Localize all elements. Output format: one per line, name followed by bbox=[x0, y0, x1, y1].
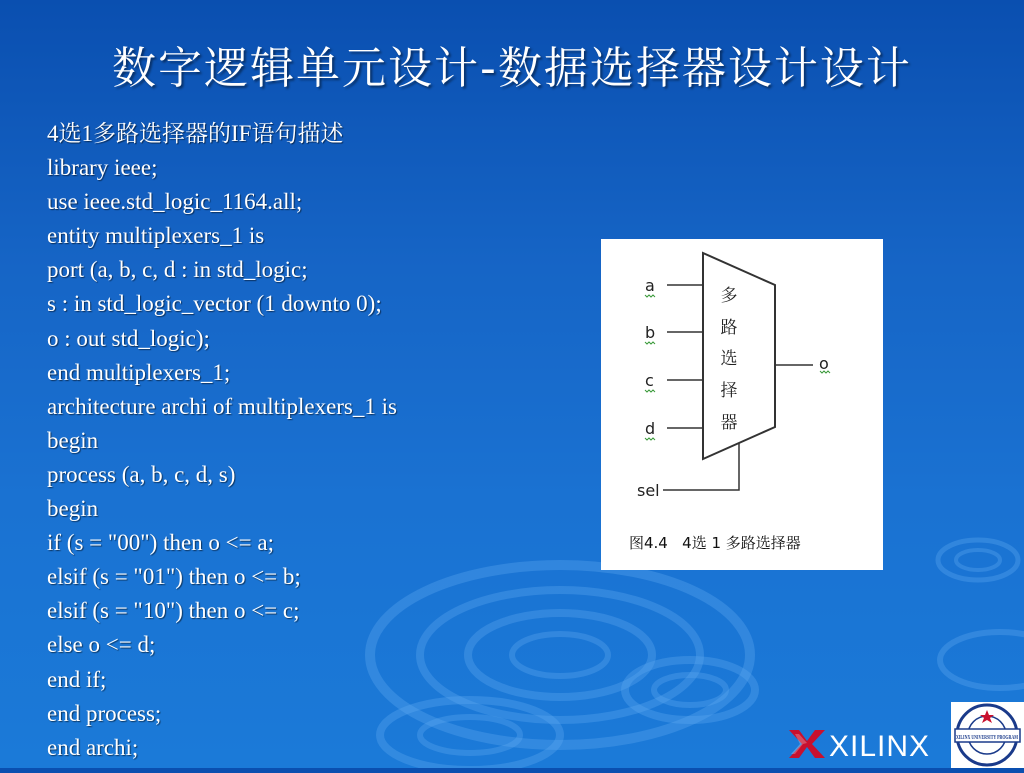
code-line: use ieee.std_logic_1164.all; bbox=[47, 189, 303, 215]
input-label-b: b bbox=[645, 323, 656, 342]
code-line: elsif (s = "01") then o <= b; bbox=[47, 564, 301, 590]
xilinx-logo-text: XILINX bbox=[829, 730, 931, 762]
spellcheck-squiggle bbox=[645, 295, 655, 297]
multiplexer-figure bbox=[601, 239, 883, 570]
code-line: 4选1多路选择器的IF语句描述 bbox=[47, 121, 344, 146]
code-line: architecture archi of multiplexers_1 is bbox=[47, 393, 397, 419]
xilinx-logo bbox=[787, 726, 947, 762]
spellcheck-squiggle bbox=[645, 390, 655, 392]
mux-block bbox=[703, 253, 775, 459]
code-line: end archi; bbox=[47, 734, 139, 760]
code-line: begin bbox=[47, 496, 99, 522]
code-line: process (a, b, c, d, s) bbox=[47, 461, 236, 487]
code-line: end multiplexers_1; bbox=[47, 359, 231, 385]
code-line: elsif (s = "10") then o <= c; bbox=[47, 598, 300, 624]
code-line: if (s = "00") then o <= a; bbox=[47, 530, 274, 556]
code-line: end if; bbox=[47, 666, 107, 692]
badge-text: XILINX UNIVERSITY PROGRAM bbox=[956, 735, 1019, 741]
spellcheck-squiggle bbox=[645, 342, 655, 344]
block-char: 器 bbox=[720, 413, 738, 433]
block-char: 选 bbox=[720, 349, 738, 369]
slide-title: 数字逻辑单元设计-数据选择器设计设计 bbox=[112, 43, 912, 94]
mux-diagram bbox=[601, 239, 883, 570]
input-label-a: a bbox=[645, 276, 655, 295]
output-label: o bbox=[819, 354, 829, 373]
code-line: end process; bbox=[47, 700, 162, 726]
code-line: library ieee; bbox=[47, 155, 158, 181]
block-char: 路 bbox=[720, 318, 738, 338]
select-wire bbox=[663, 443, 739, 490]
block-char: 择 bbox=[720, 381, 738, 401]
code-line: begin bbox=[47, 427, 99, 453]
figure-caption: 图4.4 4选 1 多路选择器 bbox=[629, 534, 801, 552]
code-line: o : out std_logic); bbox=[47, 325, 210, 351]
code-line: port (a, b, c, d : in std_logic; bbox=[47, 257, 308, 283]
xilinx-mark-icon bbox=[789, 730, 825, 758]
vhdl-code-block bbox=[47, 117, 587, 765]
input-label-d: d bbox=[645, 419, 656, 438]
input-label-c: c bbox=[645, 371, 654, 390]
block-char: 多 bbox=[720, 286, 738, 306]
spellcheck-squiggle bbox=[645, 438, 655, 440]
code-line: s : in std_logic_vector (1 downto 0); bbox=[47, 291, 382, 317]
code-line: else o <= d; bbox=[47, 632, 156, 658]
university-program-badge bbox=[951, 702, 1024, 768]
select-label: sel bbox=[637, 481, 660, 500]
code-line: entity multiplexers_1 is bbox=[47, 223, 265, 249]
